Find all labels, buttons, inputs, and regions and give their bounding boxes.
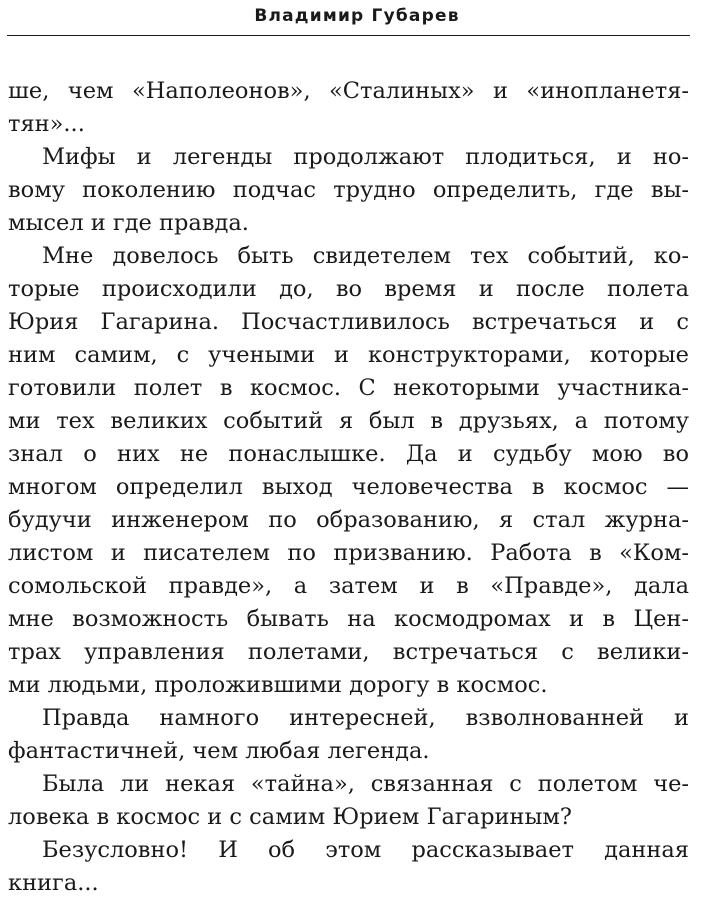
text-line: Правда намного интересней, взволнованней и	[42, 705, 689, 731]
text-line: торые происходили до, во время и после полета	[8, 276, 689, 302]
text-line: Была ли некая «тайна», связанная с полетом че-	[42, 771, 689, 797]
text-line: ним самим, с учеными и конструкторами, которые	[8, 342, 689, 368]
text-line: ми тех великих событий я был в друзьях, а потому	[8, 408, 689, 434]
text-line: ми людьми, проложившими дорогу в космос.	[8, 672, 548, 698]
text-line: Мифы и легенды продолжают плодиться, и но-	[42, 144, 689, 170]
text-line: многом определил выход человечества в космос —	[8, 474, 689, 500]
text-line: мысел и где правда.	[8, 210, 249, 236]
text-line: знал о них не понаслышке. Да и судьбу мою во	[8, 441, 689, 467]
text-line: мне возможность бывать на космодромах и в Цен-	[8, 606, 689, 632]
text-line: книга...	[8, 870, 99, 896]
text-line: готовили полет в космос. С некоторыми участника-	[8, 375, 689, 401]
running-head-author: Владимир Губарев	[254, 6, 460, 26]
header-rule	[7, 35, 690, 36]
text-line: сомольской правде», а затем и в «Правде», дала	[8, 573, 689, 599]
text-line: Юрия Гагарина. Посчастливилось встречаться и с	[8, 309, 689, 335]
text-line: вому поколению подчас трудно определить, где вы-	[8, 177, 689, 203]
text-line: листом и писателем по призванию. Работа в «Ком-	[8, 540, 689, 566]
text-line: тян»...	[8, 111, 85, 137]
text-line: трах управления полетами, встречаться с велики-	[8, 639, 689, 665]
body-text	[8, 75, 689, 900]
text-line: фантастичней, чем любая легенда.	[8, 738, 430, 764]
text-line: ше, чем «Наполеонов», «Сталиных» и «инопланетя-	[8, 78, 689, 104]
text-line: будучи инженером по образованию, я стал журна-	[8, 507, 689, 533]
text-line: Мне довелось быть свидетелем тех событий, ко-	[42, 243, 689, 269]
text-line: ловека в космос и с самим Юрием Гагариным?	[8, 804, 572, 830]
text-line: Безусловно! И об этом рассказывает данная	[42, 837, 689, 863]
